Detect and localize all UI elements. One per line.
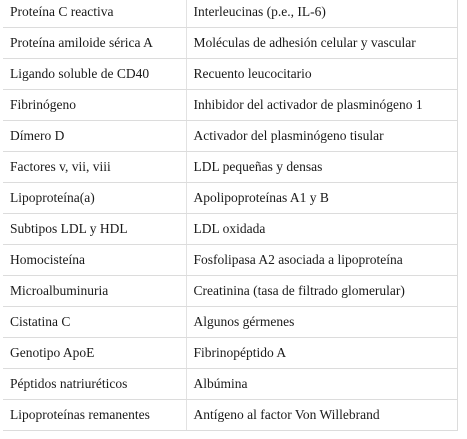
table-row <box>3 276 457 307</box>
table-cell-right: Inhibidor del activador de plasminógeno 1 <box>186 90 457 121</box>
table-cell-right: Apolipoproteínas A1 y B <box>186 183 457 214</box>
table-cell-left: Cistatina C <box>3 307 186 338</box>
table-cell-left: Lipoproteína(a) <box>3 183 186 214</box>
table-cell-right: Interleucinas (p.e., IL-6) <box>186 0 457 28</box>
table-cell-right: Creatinina (tasa de filtrado glomerular) <box>186 276 457 307</box>
table-row <box>3 338 457 369</box>
table-cell-left: Factores v, vii, viii <box>3 152 186 183</box>
marker-table <box>3 0 458 431</box>
table-cell-left: Fibrinógeno <box>3 90 186 121</box>
table-cell-left: Homocisteína <box>3 245 186 276</box>
table-cell-right: Recuento leucocitario <box>186 59 457 90</box>
table-row <box>3 90 457 121</box>
table-cell-right: LDL oxidada <box>186 214 457 245</box>
table-row <box>3 0 457 28</box>
table-row <box>3 245 457 276</box>
table-cell-right: LDL pequeñas y densas <box>186 152 457 183</box>
table-row <box>3 400 457 431</box>
table-row <box>3 121 457 152</box>
table-cell-right: Moléculas de adhesión celular y vascular <box>186 28 457 59</box>
table-cell-left: Proteína amiloide sérica A <box>3 28 186 59</box>
table-cell-right: Fosfolipasa A2 asociada a lipoproteína <box>186 245 457 276</box>
table-row <box>3 307 457 338</box>
table-row <box>3 369 457 400</box>
table-cell-left: Ligando soluble de CD40 <box>3 59 186 90</box>
table-cell-left: Proteína C reactiva <box>3 0 186 28</box>
table-cell-right: Algunos gérmenes <box>186 307 457 338</box>
table-row <box>3 152 457 183</box>
table-cell-left: Genotipo ApoE <box>3 338 186 369</box>
table-row <box>3 214 457 245</box>
table-row <box>3 183 457 214</box>
table-cell-right: Activador del plasminógeno tisular <box>186 121 457 152</box>
table-cell-left: Microalbuminuria <box>3 276 186 307</box>
table-cell-right: Fibrinopéptido A <box>186 338 457 369</box>
table-cell-left: Péptidos natriuréticos <box>3 369 186 400</box>
table-cell-left: Subtipos LDL y HDL <box>3 214 186 245</box>
table-cell-right: Antígeno al factor Von Willebrand <box>186 400 457 431</box>
table-cell-left: Dímero D <box>3 121 186 152</box>
table-cell-right: Albúmina <box>186 369 457 400</box>
table-row <box>3 59 457 90</box>
table-row <box>3 28 457 59</box>
table-cell-left: Lipoproteínas remanentes <box>3 400 186 431</box>
